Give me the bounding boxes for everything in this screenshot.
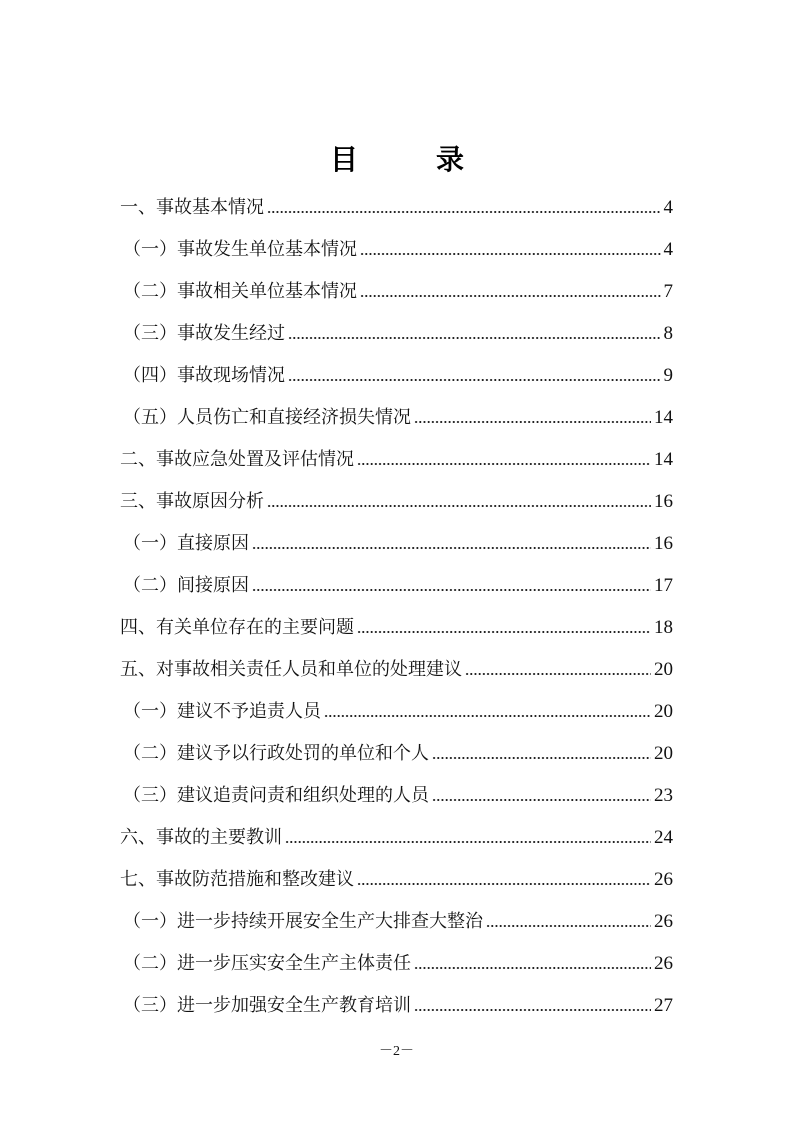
toc-entry-title: （二）进一步压实安全生产主体责任 — [123, 953, 411, 974]
toc-entry[interactable] — [123, 729, 673, 765]
toc-entry[interactable] — [120, 645, 673, 681]
dot-leader — [414, 1008, 651, 1012]
toc-entry[interactable] — [120, 183, 673, 219]
toc-entry[interactable] — [123, 225, 673, 261]
page-number: －2－ — [379, 1044, 414, 1059]
dot-leader — [324, 714, 651, 718]
toc-entry-title: （三）建议追责问责和组织处理的人员 — [123, 785, 429, 806]
dot-leader — [267, 210, 661, 214]
toc-entry[interactable] — [120, 813, 673, 849]
toc-entry-page: 14 — [654, 407, 673, 428]
dot-leader — [414, 420, 651, 424]
toc-entry[interactable] — [120, 603, 673, 639]
dot-leader — [252, 588, 651, 592]
toc-entry-title: （三）事故发生经过 — [123, 323, 285, 344]
toc-entry-title: （一）直接原因 — [123, 533, 249, 554]
toc-entry-title: 一、事故基本情况 — [120, 197, 264, 218]
toc-entry[interactable] — [123, 771, 673, 807]
toc-entry-title: 二、事故应急处置及评估情况 — [120, 449, 354, 470]
dot-leader — [288, 378, 661, 382]
dot-leader — [288, 336, 661, 340]
toc-entry[interactable] — [123, 897, 673, 933]
dot-leader — [432, 756, 651, 760]
toc-entry[interactable] — [123, 687, 673, 723]
toc-entry-title: （五）人员伤亡和直接经济损失情况 — [123, 407, 411, 428]
toc-entry-title: 三、事故原因分析 — [120, 491, 264, 512]
toc-entry-page: 20 — [654, 743, 673, 764]
toc-entry-page: 26 — [654, 953, 673, 974]
toc-entry[interactable] — [123, 393, 673, 429]
toc-entry-title: （一）建议不予追责人员 — [123, 701, 321, 722]
toc-entry-title: 七、事故防范措施和整改建议 — [120, 869, 354, 890]
toc-entry-page: 7 — [663, 281, 673, 302]
toc-entry-title: （二）建议予以行政处罚的单位和个人 — [123, 743, 429, 764]
dot-leader — [432, 798, 651, 802]
toc-entry[interactable] — [123, 519, 673, 555]
toc-entry-page: 16 — [654, 533, 673, 554]
toc-entry-title: （二）事故相关单位基本情况 — [123, 281, 357, 302]
toc-entry-page: 20 — [654, 701, 673, 722]
toc-entry-page: 17 — [654, 575, 673, 596]
toc-entry-page: 26 — [654, 869, 673, 890]
toc-entry-title: （三）进一步加强安全生产教育培训 — [123, 995, 411, 1016]
dot-leader — [252, 546, 651, 550]
toc-entry-page: 23 — [654, 785, 673, 806]
dot-leader — [486, 924, 651, 928]
dot-leader — [414, 966, 651, 970]
toc-entry-title: （二）间接原因 — [123, 575, 249, 596]
toc-entry[interactable] — [123, 267, 673, 303]
dot-leader — [465, 672, 651, 676]
title-char-2: 录 — [436, 143, 465, 176]
dot-leader — [360, 252, 661, 256]
toc-entry-page: 9 — [663, 365, 673, 386]
toc-entry[interactable] — [123, 981, 673, 1017]
toc-entry-title: （一）事故发生单位基本情况 — [123, 239, 357, 260]
dot-leader — [267, 504, 651, 508]
toc-entry-page: 20 — [654, 659, 673, 680]
toc-entry-page: 8 — [663, 323, 673, 344]
toc-entry-page: 27 — [654, 995, 673, 1016]
toc-entry-page: 24 — [654, 827, 673, 848]
toc-entry-page: 14 — [654, 449, 673, 470]
dot-leader — [285, 840, 651, 844]
toc-entry-title: 五、对事故相关责任人员和单位的处理建议 — [120, 659, 462, 680]
toc-entry[interactable] — [120, 435, 673, 471]
toc-entry-page: 4 — [663, 239, 673, 260]
toc-entry-page: 4 — [663, 197, 673, 218]
toc-entry[interactable] — [120, 855, 673, 891]
toc-entry[interactable] — [123, 309, 673, 345]
toc-entry-title: 四、有关单位存在的主要问题 — [120, 617, 354, 638]
toc-entry-title: （一）进一步持续开展安全生产大排查大整治 — [123, 911, 483, 932]
toc-entry[interactable] — [123, 561, 673, 597]
toc-entry[interactable] — [123, 939, 673, 975]
toc-entry-page: 26 — [654, 911, 673, 932]
dot-leader — [357, 630, 651, 634]
toc-entry-page: 16 — [654, 491, 673, 512]
page-title — [0, 140, 793, 180]
title-char-1: 目 — [330, 143, 359, 176]
toc-entry[interactable] — [123, 351, 673, 387]
toc-entry-page: 18 — [654, 617, 673, 638]
dot-leader — [357, 462, 651, 466]
dot-leader — [357, 882, 651, 886]
toc-entry[interactable] — [120, 477, 673, 513]
toc-entry-title: （四）事故现场情况 — [123, 365, 285, 386]
dot-leader — [360, 294, 661, 298]
toc-entry-title: 六、事故的主要教训 — [120, 827, 282, 848]
